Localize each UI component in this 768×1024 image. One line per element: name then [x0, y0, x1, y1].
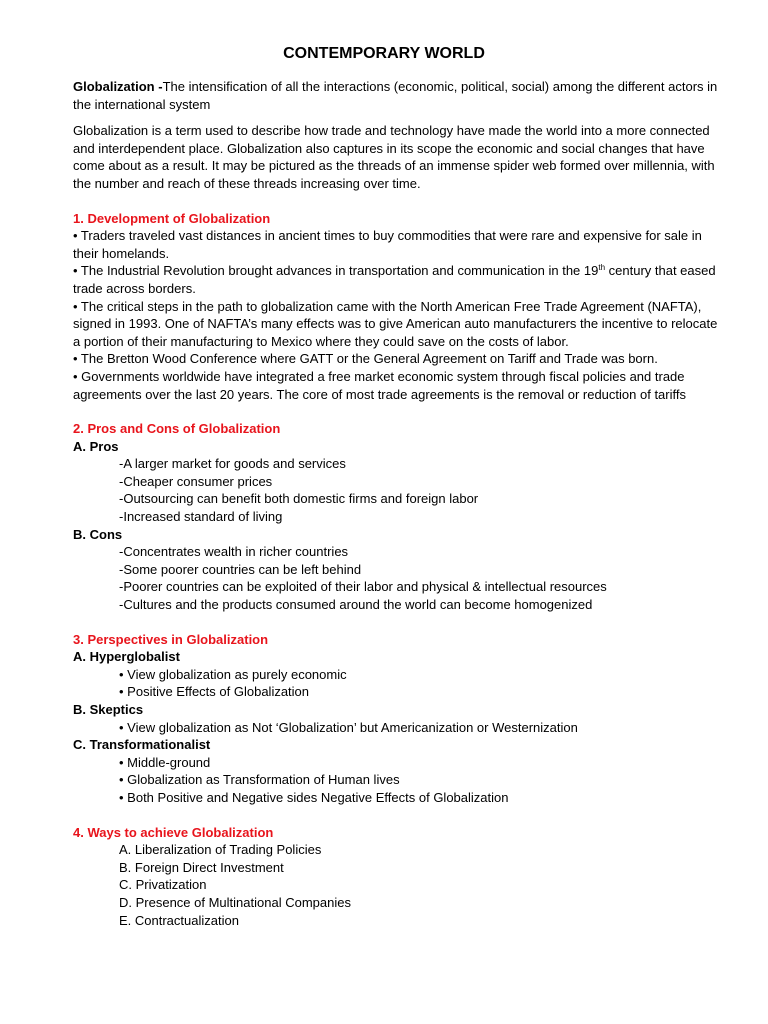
- list-item: -Outsourcing can benefit both domestic firms and foreign labor: [119, 491, 479, 507]
- document-title: CONTEMPORARY WORLD: [283, 45, 485, 62]
- list-item: -Cheaper consumer prices: [119, 473, 273, 489]
- subsection-label: B. Cons: [73, 526, 123, 542]
- list-item: -Cultures and the products consumed around the world can become homogenized: [119, 597, 593, 613]
- section-perspectives: [73, 631, 720, 807]
- list-item: • Positive Effects of Globalization: [119, 684, 310, 700]
- list-item: [73, 262, 720, 297]
- section-heading: 4. Ways to achieve Globalization: [73, 824, 274, 840]
- list-item: • Middle-ground: [119, 754, 211, 770]
- list-item: C. Privatization: [119, 877, 207, 893]
- list-item: -Poorer countries can be exploited of their labor and physical & intellectual resources: [119, 579, 607, 595]
- list-item: • View globalization as purely economic: [119, 666, 347, 682]
- list-item: D. Presence of Multinational Companies: [119, 894, 351, 910]
- subsection-label: A. Pros: [73, 438, 119, 454]
- section-ways: [73, 824, 720, 930]
- list-item: A. Liberalization of Trading Policies: [119, 842, 322, 858]
- list-item: • The critical steps in the path to globalization came with the North American Free Trade Agreement (NAFTA), signed in 1993. One of NAFTA’s many effects was to give American auto manufacturers the incentive to relocate a portion of their manufacturing to Mexico where they could save on the costs of labor.: [73, 298, 718, 349]
- list-item-text: • The Industrial Revolution brought advances in transportation and communication in the 19: [73, 263, 599, 279]
- definition-text: The intensification of all the interactions (economic, political, social) among the different actors in the international system: [73, 79, 718, 112]
- superscript: th: [598, 263, 606, 273]
- list-item-text: century that eased trade across borders.: [73, 263, 716, 296]
- definition-paragraph: [73, 78, 720, 113]
- list-item: • Governments worldwide have integrated a free market economic system through fiscal policies and trade agreements over the last 20 years. The core of most trade agreements is the removal or reduction of tariffs: [73, 368, 686, 402]
- section-pros-cons: [73, 420, 720, 614]
- list-item: • View globalization as Not ‘Globalization’ but Americanization or Westernization: [119, 719, 578, 735]
- list-item: • Traders traveled vast distances in ancient times to buy commodities that were rare and expensive for sale in their homelands.: [73, 228, 702, 261]
- section-heading: 1. Development of Globalization: [73, 210, 271, 226]
- list-item: E. Contractualization: [119, 912, 239, 928]
- definition-term: Globalization -: [73, 79, 163, 94]
- list-item: -Increased standard of living: [119, 509, 283, 525]
- section-heading: 2. Pros and Cons of Globalization: [73, 421, 281, 437]
- subsection-label: A. Hyperglobalist: [73, 649, 180, 665]
- list-item: • The Bretton Wood Conference where GATT or the General Agreement on Tariff and Trade was born.: [73, 351, 658, 367]
- section-development: [73, 210, 720, 404]
- subsection-label: B. Skeptics: [73, 702, 144, 717]
- intro-paragraph: Globalization is a term used to describe how trade and technology have made the world into a more connected and interdependent place. Globalization also captures in its scope the economic and social changes that have come about as a result. It may be pictured as the threads of an immense spider web formed over millennia, with the number and reach of these threads increasing over time.: [73, 123, 715, 191]
- list-item: • Both Positive and Negative sides Negative Effects of Globalization: [119, 789, 509, 805]
- list-item: B. Foreign Direct Investment: [119, 859, 284, 875]
- list-item: -A larger market for goods and services: [119, 456, 346, 472]
- list-item: • Globalization as Transformation of Human lives: [119, 772, 400, 788]
- subsection-label: C. Transformationalist: [73, 737, 211, 753]
- list-item: -Concentrates wealth in richer countries: [119, 544, 349, 560]
- list-item: -Some poorer countries can be left behind: [119, 561, 362, 577]
- section-heading: 3. Perspectives in Globalization: [73, 631, 269, 647]
